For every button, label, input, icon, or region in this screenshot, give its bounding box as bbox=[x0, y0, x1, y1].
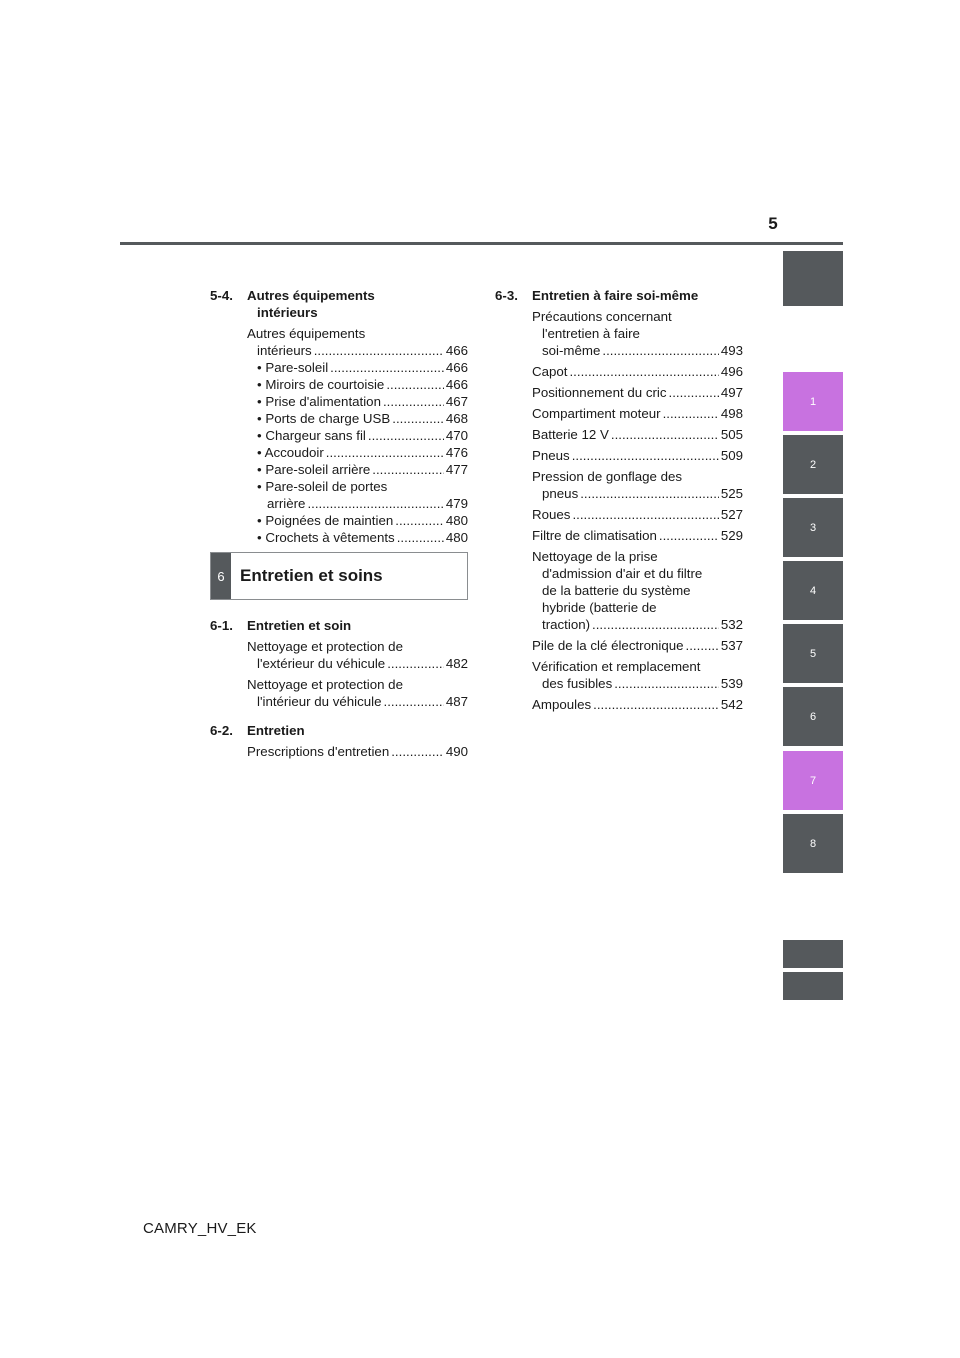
section-title: Autres équipements intérieurs bbox=[247, 288, 375, 320]
section-6-2 bbox=[210, 722, 468, 760]
section-number: 6-1. bbox=[210, 618, 233, 633]
side-tab-2[interactable]: 2 bbox=[783, 435, 843, 494]
chapter-title: Entretien et soins bbox=[240, 566, 383, 585]
toc-entry[interactable]: Roues ..... 527 bbox=[532, 506, 743, 523]
page-ref: 525 bbox=[720, 486, 743, 501]
section-title: Entretien et soin bbox=[247, 618, 352, 633]
side-tab-bar bbox=[783, 0, 843, 1358]
side-tab-5[interactable]: 5 bbox=[783, 624, 843, 683]
toc-entry[interactable]: Nettoyage et protection de l'intérieur du véhicule ..... 487 bbox=[247, 676, 468, 710]
page-ref: 497 bbox=[720, 385, 743, 400]
page-ref: 482 bbox=[445, 656, 468, 671]
toc-subentry[interactable]: • Poignées de maintien ..... 480 bbox=[257, 512, 468, 529]
section-title: Entretien bbox=[247, 723, 305, 738]
toc-subentry[interactable]: • Pare-soleil ..... 466 bbox=[257, 359, 468, 376]
page-ref: 529 bbox=[720, 528, 743, 543]
toc-entry[interactable]: Nettoyage de la prise d'admission d'air et du filtre de la batterie du système hybride (batterie de traction) ..... 532 bbox=[532, 548, 743, 633]
chapter-number-tab: 6 bbox=[211, 553, 231, 599]
page-ref: 477 bbox=[445, 462, 468, 477]
side-tab-6[interactable]: 6 bbox=[783, 687, 843, 746]
page-ref: 505 bbox=[720, 427, 743, 442]
toc-entry[interactable]: Nettoyage et protection de l'extérieur du véhicule ..... 482 bbox=[247, 638, 468, 672]
page-ref: 537 bbox=[720, 638, 743, 653]
page-ref: 480 bbox=[445, 513, 468, 528]
side-tab-index-a[interactable] bbox=[783, 940, 843, 968]
toc-entry[interactable]: Capot ..... 496 bbox=[532, 363, 743, 380]
toc-entry[interactable]: Pneus ..... 509 bbox=[532, 447, 743, 464]
page-ref: 539 bbox=[720, 676, 743, 691]
page-ref: 490 bbox=[445, 744, 468, 759]
toc-entry[interactable]: Compartiment moteur ..... 498 bbox=[532, 405, 743, 422]
page-ref: 467 bbox=[445, 394, 468, 409]
section-number: 6-3. bbox=[495, 288, 518, 303]
page-ref: 487 bbox=[445, 694, 468, 709]
toc-entry[interactable]: Pression de gonflage des pneus ..... 525 bbox=[532, 468, 743, 502]
page-ref: 466 bbox=[445, 360, 468, 375]
side-tab-7[interactable]: 7 bbox=[783, 751, 843, 810]
toc-subentry[interactable]: • Miroirs de courtoisie ..... 466 bbox=[257, 376, 468, 393]
toc-subentry[interactable]: • Pare-soleil arrière ..... 477 bbox=[257, 461, 468, 478]
side-tab-top[interactable] bbox=[783, 251, 843, 306]
page-ref: 468 bbox=[445, 411, 468, 426]
page-ref: 496 bbox=[720, 364, 743, 379]
page-ref: 470 bbox=[445, 428, 468, 443]
section-number: 5-4. bbox=[210, 288, 233, 303]
section-number: 6-2. bbox=[210, 723, 233, 738]
toc-entry[interactable]: Autres équipements intérieurs ..... 466 • Pare-soleil ..... 466 • Miroirs de courtoisie ..... 466 • Prise d'alimentation ..... 467 • Ports de charge USB ..... 468 • Chargeur sans fil ..... 470 • Accoudoir ..... 476 • Pare-soleil arrière ..... 477 • Pare-soleil de portes arrière ..... 479 • Poignées de maintien ..... 480 • Crochets à vêtements ..... 480 bbox=[247, 325, 468, 546]
header-rule bbox=[120, 242, 843, 245]
page-ref: 532 bbox=[720, 617, 743, 632]
section-5-4 bbox=[210, 287, 468, 546]
page-ref: 509 bbox=[720, 448, 743, 463]
toc-subentry[interactable]: • Ports de charge USB ..... 468 bbox=[257, 410, 468, 427]
toc-entry[interactable]: Prescriptions d'entretien ..... 490 bbox=[247, 743, 468, 760]
page-ref: 542 bbox=[720, 697, 743, 712]
toc-entry[interactable]: Ampoules ..... 542 bbox=[532, 696, 743, 713]
page-ref: 466 bbox=[445, 343, 468, 358]
section-title: Entretien à faire soi-même bbox=[532, 288, 699, 303]
section-6-3 bbox=[495, 287, 743, 713]
toc-entry[interactable]: Pile de la clé électronique ..... 537 bbox=[532, 637, 743, 654]
page-ref: 479 bbox=[445, 496, 468, 511]
page-number: 5 bbox=[768, 214, 778, 233]
toc-entry[interactable]: Filtre de climatisation ..... 529 bbox=[532, 527, 743, 544]
page-ref: 480 bbox=[445, 530, 468, 545]
left-column-lower bbox=[210, 617, 468, 772]
section-heading bbox=[210, 722, 468, 739]
toc-entry[interactable]: Précautions concernant l'entretien à faire soi-même ..... 493 bbox=[532, 308, 743, 359]
toc-entry[interactable]: Vérification et remplacement des fusibles ..... 539 bbox=[532, 658, 743, 692]
section-heading bbox=[210, 287, 468, 321]
toc-entry[interactable]: Batterie 12 V ..... 505 bbox=[532, 426, 743, 443]
side-tab-index-b[interactable] bbox=[783, 972, 843, 1000]
right-column bbox=[495, 287, 743, 725]
chapter-heading-box[interactable] bbox=[210, 552, 468, 600]
page-ref: 493 bbox=[720, 343, 743, 358]
toc-subentry[interactable]: • Chargeur sans fil ..... 470 bbox=[257, 427, 468, 444]
toc-subentry[interactable]: • Pare-soleil de portes arrière ..... 479 bbox=[257, 478, 468, 512]
toc-subentry[interactable]: • Crochets à vêtements ..... 480 bbox=[257, 529, 468, 546]
side-tab-3[interactable]: 3 bbox=[783, 498, 843, 557]
page-ref: 498 bbox=[720, 406, 743, 421]
left-column bbox=[210, 287, 468, 558]
side-tab-8[interactable]: 8 bbox=[783, 814, 843, 873]
toc-entry[interactable]: Positionnement du cric ..... 497 bbox=[532, 384, 743, 401]
section-heading bbox=[495, 287, 743, 304]
page-ref: 476 bbox=[445, 445, 468, 460]
page-ref: 466 bbox=[445, 377, 468, 392]
section-6-1 bbox=[210, 617, 468, 710]
footer-code: CAMRY_HV_EK bbox=[143, 1220, 257, 1237]
toc-subentry[interactable]: • Prise d'alimentation ..... 467 bbox=[257, 393, 468, 410]
side-tab-1[interactable]: 1 bbox=[783, 372, 843, 431]
page-ref: 527 bbox=[720, 507, 743, 522]
toc-subentry[interactable]: • Accoudoir ..... 476 bbox=[257, 444, 468, 461]
side-tab-4[interactable]: 4 bbox=[783, 561, 843, 620]
section-heading bbox=[210, 617, 468, 634]
